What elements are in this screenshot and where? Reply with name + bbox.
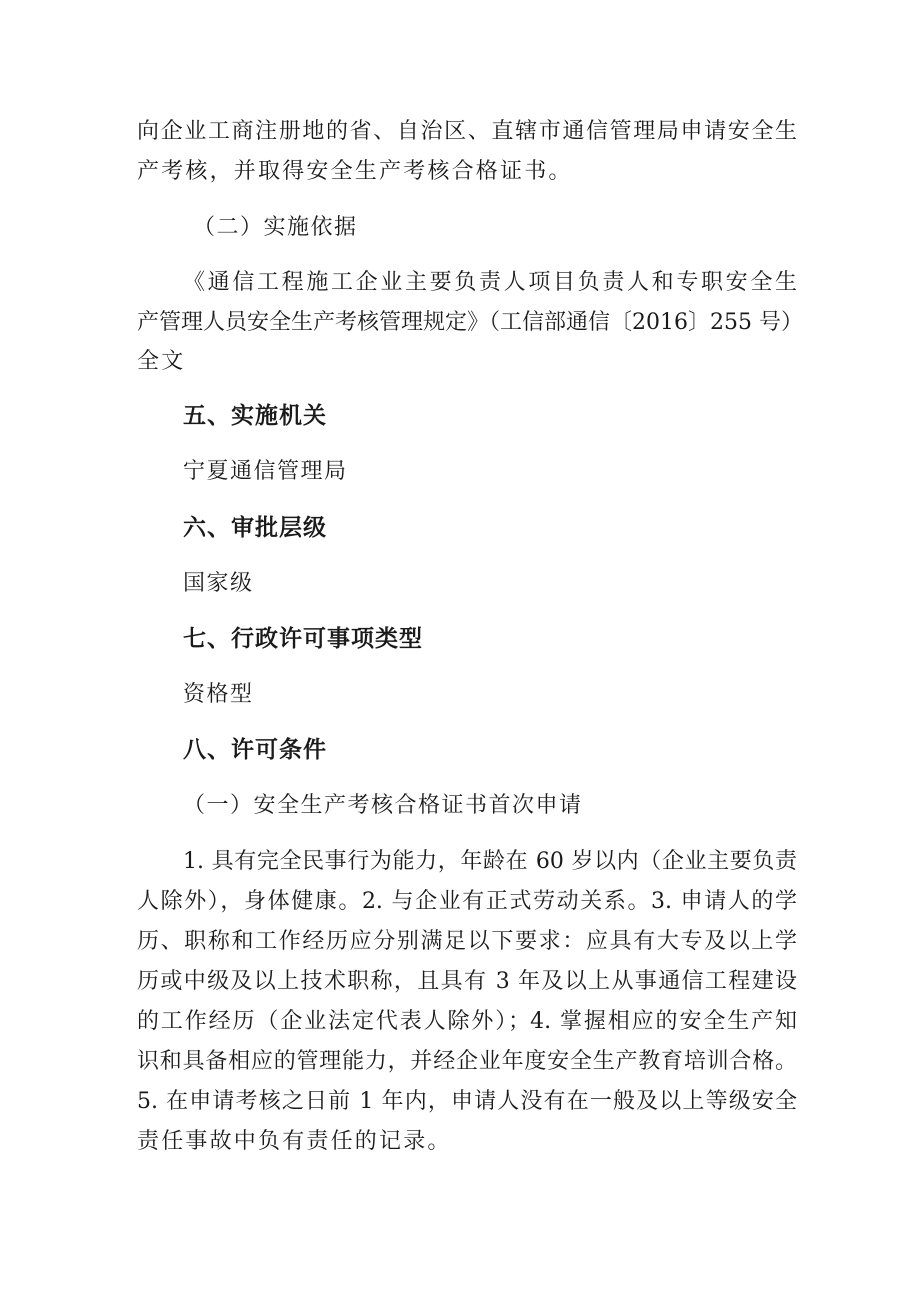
section-heading: 六、审批层级 bbox=[183, 515, 327, 541]
paragraph-line: 人除外），身体健康。2. 与企业有正式劳动关系。3. 申请人的学 bbox=[137, 889, 797, 914]
paragraph-line: 5. 在申请考核之日前 1 年内，申请人没有在一般及以上等级安全 bbox=[137, 1089, 797, 1114]
section-content: 资格型 bbox=[183, 682, 254, 707]
subsection-title: （二）实施依据 bbox=[193, 215, 358, 240]
paragraph-line: 1. 具有完全民事行为能力，年龄在 60 岁以内（企业主要负责 bbox=[183, 849, 797, 874]
paragraph-line: 历、职称和工作经历应分别满足以下要求：应具有大专及以上学 bbox=[137, 929, 797, 954]
paragraph-line: 向企业工商注册地的省、自治区、直辖市通信管理局申请安全生 bbox=[137, 119, 797, 144]
paragraph-line: 历或中级及以上技术职称，且具有 3 年及以上从事通信工程建设 bbox=[137, 969, 797, 994]
section-heading: 五、实施机关 bbox=[183, 403, 327, 429]
paragraph-line: 产管理人员安全生产考核管理规定》（工信部通信〔2016〕255 号） bbox=[137, 310, 803, 335]
paragraph-line: 《通信工程施工企业主要负责人项目负责人和专职安全生 bbox=[183, 270, 797, 295]
paragraph-line: 识和具备相应的管理能力，并经企业年度安全生产教育培训合格。 bbox=[137, 1049, 797, 1074]
section-heading: 八、许可条件 bbox=[183, 737, 327, 763]
section-content: 宁夏通信管理局 bbox=[183, 459, 348, 484]
subsection-title: （一）安全生产考核合格证书首次申请 bbox=[183, 793, 583, 818]
section-heading: 七、行政许可事项类型 bbox=[183, 626, 423, 652]
paragraph-line: 产考核，并取得安全生产考核合格证书。 bbox=[137, 159, 573, 184]
section-content: 国家级 bbox=[183, 571, 254, 596]
paragraph-line: 全文 bbox=[137, 349, 186, 374]
paragraph-line: 责任事故中负有责任的记录。 bbox=[137, 1129, 452, 1154]
paragraph-line: 的工作经历（企业法定代表人除外）；4. 掌握相应的安全生产知 bbox=[137, 1009, 797, 1034]
